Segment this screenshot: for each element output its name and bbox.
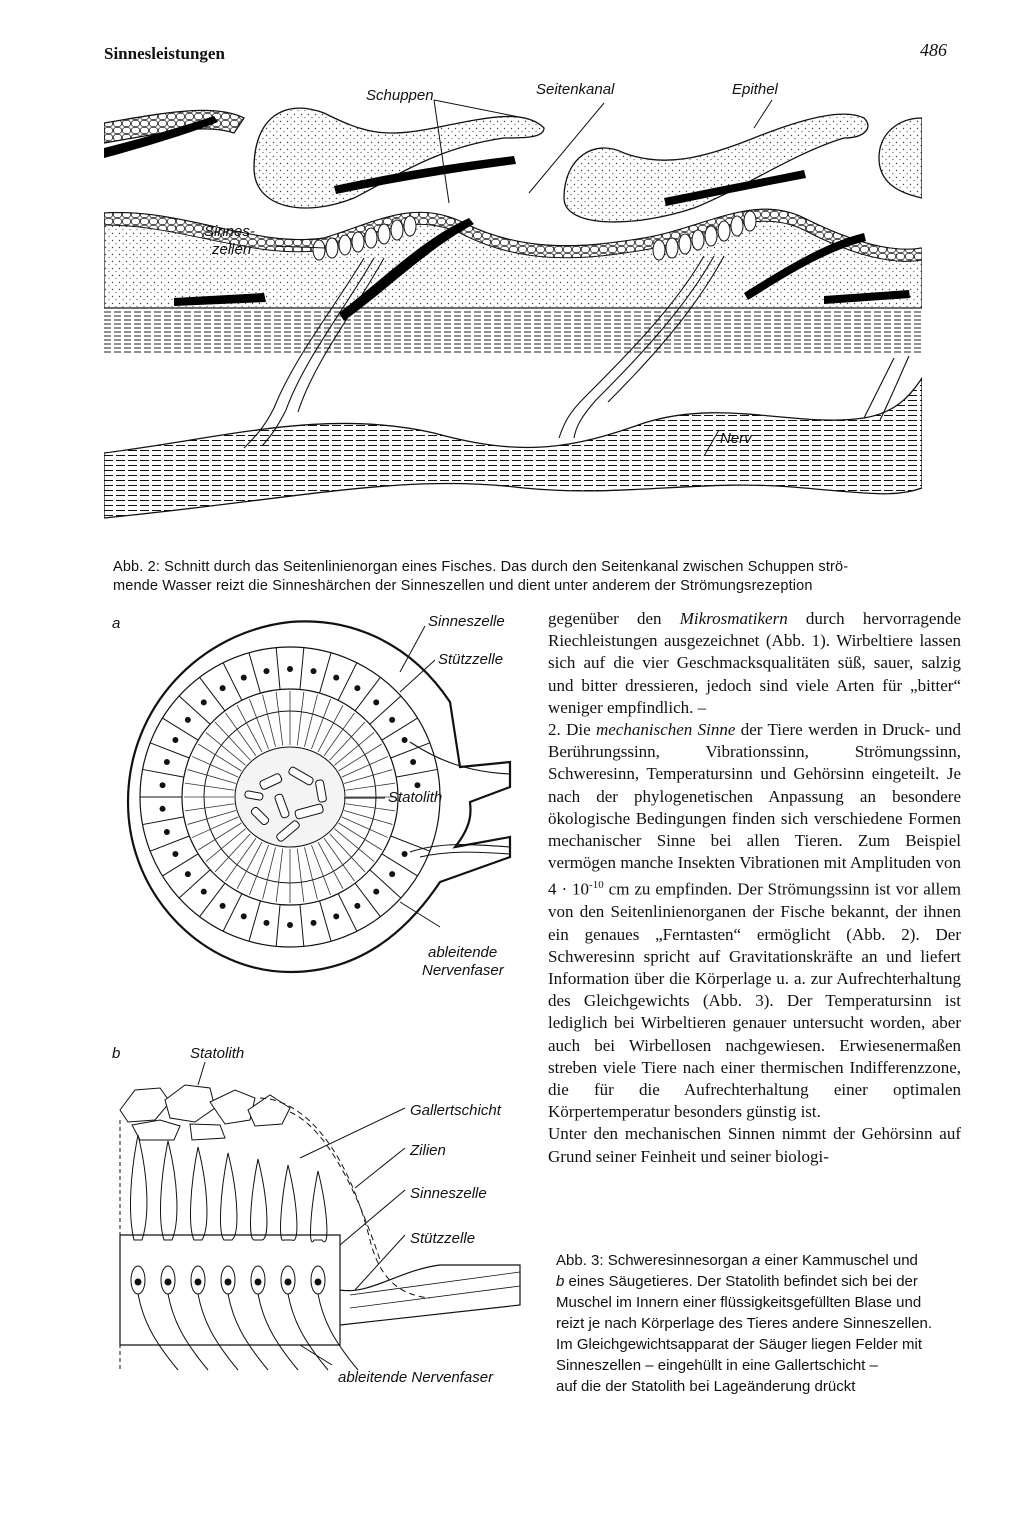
caption3-line1 <box>556 1250 966 1271</box>
lateral-line-figure <box>104 78 922 533</box>
p2-exponent: -10 <box>589 879 604 892</box>
p1-emphasis: Mikrosmatikern <box>679 609 788 628</box>
figure-2-caption-line2: mende Wasser reizt die Sinneshärchen der Sinneszellen und dient unter anderem der Strömungsrezeption <box>113 578 813 594</box>
body-text-column <box>548 608 961 1168</box>
label-nervenfaser-a: Nervenfaser <box>422 962 504 979</box>
caption3-line3: Muschel im Innern einer flüssigkeitsgefüllten Blase und <box>556 1294 922 1311</box>
label-sinneszelle-b: Sinneszelle <box>410 1185 487 1202</box>
label-nervenfaser-b: ableitende Nervenfaser <box>338 1369 494 1386</box>
statocyst-figure-a <box>110 612 540 997</box>
label-seitenkanal: Seitenkanal <box>536 81 615 98</box>
label-nerv: Nerv <box>720 430 752 447</box>
caption3-text-1b: einer Kammuschel und <box>760 1252 918 1269</box>
figure-2-caption-line1: Abb. 2: Schnitt durch das Seitenlinienorgan eines Fisches. Das durch den Seitenkanal zwischen Schuppen strö- <box>113 559 849 575</box>
label-stuetzzelle-b: Stützzelle <box>410 1230 476 1247</box>
caption3-letter-b: b <box>556 1273 565 1290</box>
label-sinneszelle-a: Sinneszelle <box>428 613 505 630</box>
caption3-text-1a: Abb. 3: Schweresinnesorgan <box>556 1252 752 1269</box>
label-gallertschicht: Gallertschicht <box>410 1102 501 1119</box>
label-statolith-a: Statolith <box>388 789 443 806</box>
label-sinneszellen-1: Sinnes- <box>204 223 255 240</box>
figure-3a-letter: a <box>112 615 121 632</box>
figure-3-caption <box>556 1250 966 1397</box>
page-number: 486 <box>920 40 947 60</box>
figure-3b-letter: b <box>112 1045 121 1062</box>
p2-text-a: 2. Die <box>548 720 596 740</box>
label-ableitende-a: ableitende <box>428 944 498 961</box>
figure-2-caption <box>113 558 963 596</box>
paragraph-1 <box>548 608 961 719</box>
p1-text-a: gegenüber den <box>548 609 680 628</box>
label-zilien: Zilien <box>410 1142 446 1159</box>
caption3-line7: auf die der Statolith bei Lageänderung drückt <box>556 1378 856 1395</box>
p2-emphasis: mechanischen Sinne <box>595 720 736 740</box>
macula-figure-b <box>110 1040 530 1390</box>
caption3-line4: reizt je nach Körperlage des Tieres andere Sinneszellen. <box>556 1315 933 1332</box>
label-schuppen: Schuppen <box>366 87 434 104</box>
p1-text-b: durch hervorragende Riechleistungen ausgezeichnet (Abb. 1). Wirbeltiere lassen sich auf die vier Geschmacksqualitäten süß, sauer, salzig und bitter dressieren, jedoch sind viele Arten für „bitter“ weniger empfindlich. – <box>548 609 961 717</box>
label-stuetzzelle-a: Stützzelle <box>438 651 504 668</box>
paragraph-2 <box>548 719 961 1123</box>
caption3-letter-a: a <box>751 1252 761 1269</box>
p2-text-b: der Tiere werden in Druck- und Berührungssinn, Vibrationssinn, Strömungssinn, Schweresinn, Temperatursinn und Gehörsinn eingeteilt. Je nach der phylogenetischen Anpassung an besondere ökologische Bedingungen finden sich verschiedene Formen mechanischer Sinne bei allen Tieren. Zum Beispiel vermögen manche Insekten Vibrationen mit Amplituden von 4 · 10 <box>548 720 961 900</box>
caption3-line5: Im Gleichgewichtsapparat der Säuger liegen Felder mit <box>556 1336 923 1353</box>
label-statolith-b: Statolith <box>190 1045 245 1062</box>
p2-text-c: cm zu empfinden. Der Strömungssinn ist vor allem von den Seitenlinienorganen der Fische bekannt, der ihnen ein genaues „Ferntasten“ ermöglicht (Abb. 2). Der Schweresinn spricht auf Gravitationskräfte an und liefert Information über die Körperlage u. a. zur Aufrechterhaltung des Gleichgewichts (Abb. 3). Der Temperatursinn ist lediglich bei Wirbeltieren genauer untersucht worden, aber auch bei Wirbellosen nachgewiesen. Erwiesenermaßen streben viele Tiere nach einer thermischen Indifferenzzone, die für die Aufrechterhaltung einer optimalen Körpertemperatur besonders günstig ist. <box>548 880 961 1122</box>
caption3-line6: Sinneszellen – eingehüllt in eine Gallertschicht – <box>556 1357 878 1374</box>
label-sinneszellen-2: zellen <box>212 241 252 258</box>
paragraph-3: Unter den mechanischen Sinnen nimmt der Gehörsinn auf Grund seiner Feinheit und seiner biologi- <box>548 1124 961 1166</box>
label-epithel: Epithel <box>732 81 778 98</box>
caption3-text-2: eines Säugetieres. Der Statolith befindet sich bei der <box>564 1273 918 1290</box>
running-header: Sinnesleistungen <box>104 44 225 63</box>
caption3-line2 <box>556 1271 966 1292</box>
